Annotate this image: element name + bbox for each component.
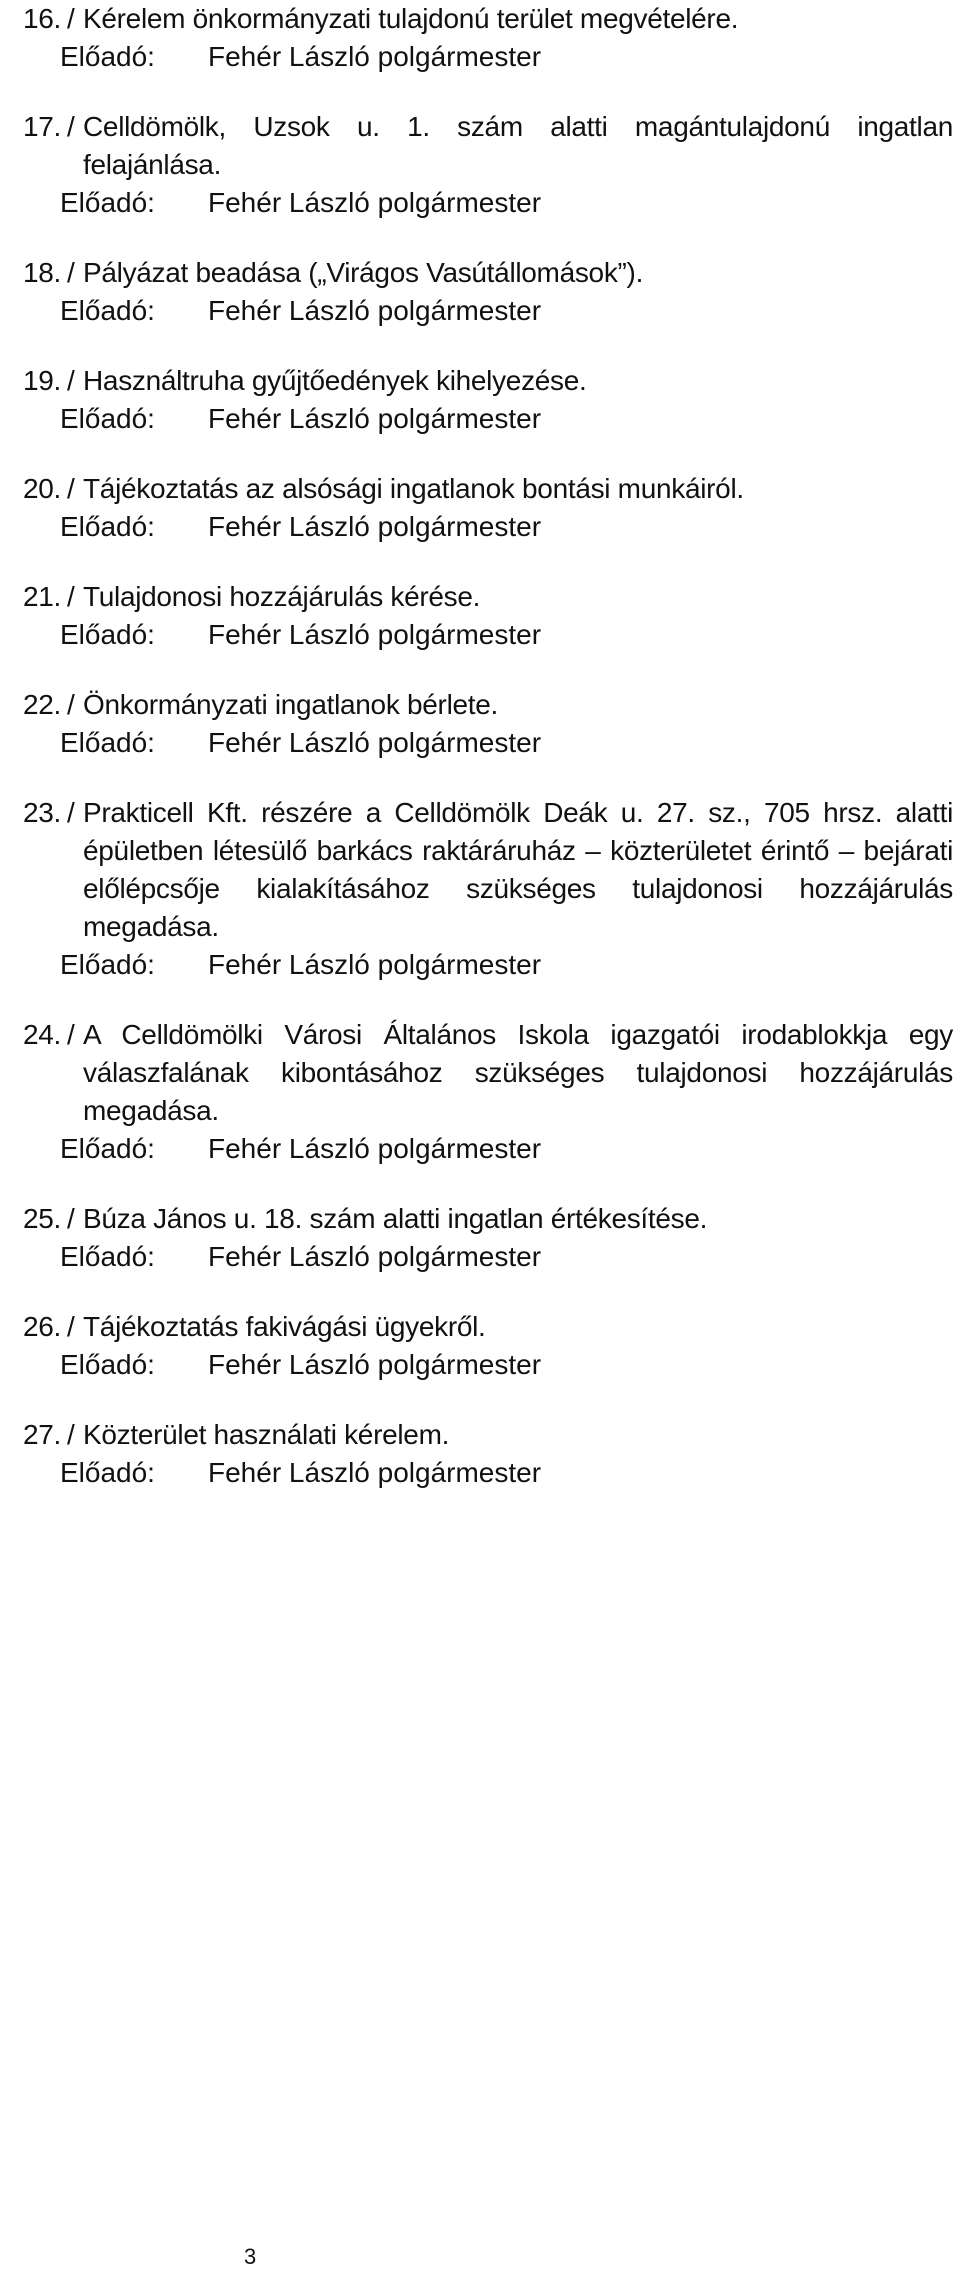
presenter-line xyxy=(60,946,953,984)
item-number: 16. xyxy=(23,3,62,34)
agenda-item xyxy=(23,470,953,546)
item-text: Celldömölk, Uzsok u. 1. szám alatti magántulajdonú ingatlan felajánlása. xyxy=(83,111,953,180)
presenter-name: Fehér László polgármester xyxy=(208,949,542,980)
item-text: Önkormányzati ingatlanok bérlete. xyxy=(83,689,498,720)
item-separator: / xyxy=(67,257,75,288)
item-separator: / xyxy=(67,797,75,828)
presenter-name: Fehér László polgármester xyxy=(208,1241,542,1272)
agenda-item xyxy=(23,1308,953,1384)
item-separator: / xyxy=(67,365,75,396)
agenda-item-title xyxy=(23,1416,953,1454)
agenda-item-title xyxy=(23,0,953,38)
presenter-label: Előadó: xyxy=(60,949,155,980)
presenter-line xyxy=(60,1454,953,1492)
item-number: 17. xyxy=(23,111,62,142)
item-text: Közterület használati kérelem. xyxy=(83,1419,450,1450)
item-separator: / xyxy=(67,1203,75,1234)
presenter-line xyxy=(60,184,953,222)
item-separator: / xyxy=(67,1019,75,1050)
item-text: Használtruha gyűjtőedények kihelyezése. xyxy=(83,365,587,396)
presenter-label: Előadó: xyxy=(60,295,155,326)
presenter-line xyxy=(60,616,953,654)
presenter-name: Fehér László polgármester xyxy=(208,295,542,326)
presenter-line xyxy=(60,292,953,330)
item-number: 22. xyxy=(23,689,62,720)
item-number: 18. xyxy=(23,257,62,288)
presenter-label: Előadó: xyxy=(60,403,155,434)
agenda-item xyxy=(23,0,953,76)
agenda-item xyxy=(23,1416,953,1492)
presenter-line xyxy=(60,1238,953,1276)
presenter-line xyxy=(60,400,953,438)
item-separator: / xyxy=(67,3,75,34)
agenda-item-title xyxy=(23,794,953,946)
item-separator: / xyxy=(67,581,75,612)
item-number: 21. xyxy=(23,581,62,612)
presenter-label: Előadó: xyxy=(60,727,155,758)
item-text: Kérelem önkormányzati tulajdonú terület megvételére. xyxy=(83,3,739,34)
agenda-list xyxy=(23,0,953,1492)
agenda-item xyxy=(23,1016,953,1168)
agenda-item-title xyxy=(23,254,953,292)
item-text: Búza János u. 18. szám alatti ingatlan értékesítése. xyxy=(83,1203,708,1234)
item-text: Tájékoztatás az alsósági ingatlanok bontási munkáiról. xyxy=(83,473,744,504)
item-text: Prakticell Kft. részére a Celldömölk Deák u. 27. sz., 705 hrsz. alatti épületben létesülő barkács raktáráruház – közterületet érintő – bejárati előlépcsője kialakításához szükséges tulajdonosi hozzájárulás megadása. xyxy=(83,797,953,942)
item-text: Tulajdonosi hozzájárulás kérése. xyxy=(83,581,481,612)
agenda-item xyxy=(23,794,953,984)
agenda-item xyxy=(23,362,953,438)
presenter-label: Előadó: xyxy=(60,511,155,542)
agenda-item xyxy=(23,686,953,762)
agenda-item xyxy=(23,108,953,222)
presenter-name: Fehér László polgármester xyxy=(208,727,542,758)
item-number: 26. xyxy=(23,1311,62,1342)
presenter-line xyxy=(60,724,953,762)
agenda-item-title xyxy=(23,108,953,184)
agenda-item-title xyxy=(23,686,953,724)
presenter-label: Előadó: xyxy=(60,1241,155,1272)
presenter-name: Fehér László polgármester xyxy=(208,1457,542,1488)
presenter-label: Előadó: xyxy=(60,619,155,650)
item-number: 27. xyxy=(23,1419,62,1450)
item-number: 19. xyxy=(23,365,62,396)
presenter-label: Előadó: xyxy=(60,41,155,72)
presenter-name: Fehér László polgármester xyxy=(208,511,542,542)
agenda-item-title xyxy=(23,1016,953,1130)
item-separator: / xyxy=(67,473,75,504)
item-text: A Celldömölki Városi Általános Iskola igazgatói irodablokkja egy válaszfalának kibontásához szükséges tulajdonosi hozzájárulás megadása. xyxy=(83,1019,953,1126)
item-number: 25. xyxy=(23,1203,62,1234)
agenda-item-title xyxy=(23,470,953,508)
item-separator: / xyxy=(67,1419,75,1450)
item-separator: / xyxy=(67,111,75,142)
item-separator: / xyxy=(67,689,75,720)
agenda-item-title xyxy=(23,578,953,616)
presenter-label: Előadó: xyxy=(60,1133,155,1164)
item-text: Pályázat beadása („Virágos Vasútállomások”). xyxy=(83,257,644,288)
presenter-line xyxy=(60,38,953,76)
presenter-name: Fehér László polgármester xyxy=(208,187,542,218)
presenter-label: Előadó: xyxy=(60,187,155,218)
item-text: Tájékoztatás fakivágási ügyekről. xyxy=(83,1311,486,1342)
item-number: 23. xyxy=(23,797,62,828)
presenter-label: Előadó: xyxy=(60,1457,155,1488)
presenter-name: Fehér László polgármester xyxy=(208,403,542,434)
presenter-name: Fehér László polgármester xyxy=(208,1133,542,1164)
item-separator: / xyxy=(67,1311,75,1342)
page-number: 3 xyxy=(244,2244,257,2269)
agenda-item-title xyxy=(23,1200,953,1238)
agenda-item xyxy=(23,578,953,654)
item-number: 20. xyxy=(23,473,62,504)
agenda-item xyxy=(23,254,953,330)
presenter-name: Fehér László polgármester xyxy=(208,41,542,72)
presenter-label: Előadó: xyxy=(60,1349,155,1380)
item-number: 24. xyxy=(23,1019,62,1050)
presenter-line xyxy=(60,508,953,546)
presenter-line xyxy=(60,1346,953,1384)
agenda-item-title xyxy=(23,1308,953,1346)
presenter-line xyxy=(60,1130,953,1168)
agenda-item xyxy=(23,1200,953,1276)
presenter-name: Fehér László polgármester xyxy=(208,619,542,650)
agenda-item-title xyxy=(23,362,953,400)
presenter-name: Fehér László polgármester xyxy=(208,1349,542,1380)
